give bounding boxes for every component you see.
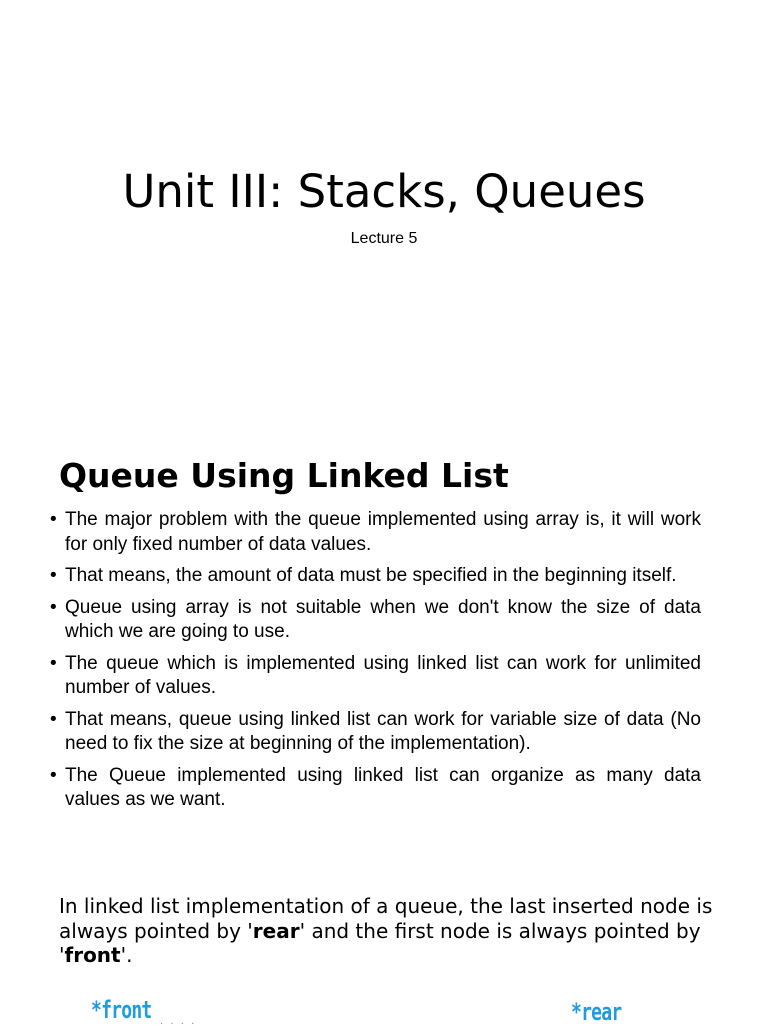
bullet-marker: • (50, 708, 57, 730)
bullet-item (48, 652, 701, 701)
bullet-text: Queue using array is not suitable when we don't know the size of data which we are going to use. (65, 596, 701, 642)
bullet-item (48, 564, 701, 589)
bullet-marker: • (50, 764, 57, 786)
summary-text: ' and the first node is always pointed by ' (59, 918, 701, 967)
content-slide (0, 430, 768, 1030)
bullet-item (48, 764, 701, 813)
bullet-text: The major problem with the queue implemented using array is, it will work for only fixed number of data values. (65, 509, 701, 555)
bullet-text: The queue which is implemented using linked list can work for unlimited number of values. (65, 652, 701, 698)
front-pointer-label: *front (91, 996, 152, 1024)
bullet-item (48, 708, 701, 757)
summary-text: In linked list implementation of a queue, the last inserted node is always pointed by ' (59, 894, 713, 943)
bullet-text: That means, queue using linked list can work for variable size of data (No need to fix the size at beginning of the implementation). (65, 708, 701, 754)
bullet-text: The Queue implemented using linked list can organize as many data values as we want. (65, 764, 701, 810)
title-slide (0, 0, 768, 430)
bullet-marker: • (50, 565, 57, 586)
slide-subtitle: Lecture 5 (350, 230, 418, 247)
section-heading: Queue Using Linked List (59, 456, 509, 495)
bullet-item (48, 596, 701, 645)
summary-text: '. (120, 943, 133, 967)
rear-pointer-label: *rear (571, 998, 622, 1026)
bullet-item (48, 508, 701, 557)
summary-paragraph (59, 894, 719, 968)
rear-keyword: rear (252, 918, 300, 943)
bullet-text: That means, the amount of data must be specified in the beginning itself. (65, 565, 677, 586)
front-keyword: front (64, 943, 121, 967)
bullet-marker: • (50, 596, 57, 618)
bullet-list (48, 508, 701, 820)
bullet-marker: • (50, 509, 57, 530)
diagram-arrow-fragment: · · · · (160, 1019, 197, 1030)
slide-title: Unit III: Stacks, Queues (122, 165, 646, 218)
bullet-marker: • (50, 652, 57, 674)
